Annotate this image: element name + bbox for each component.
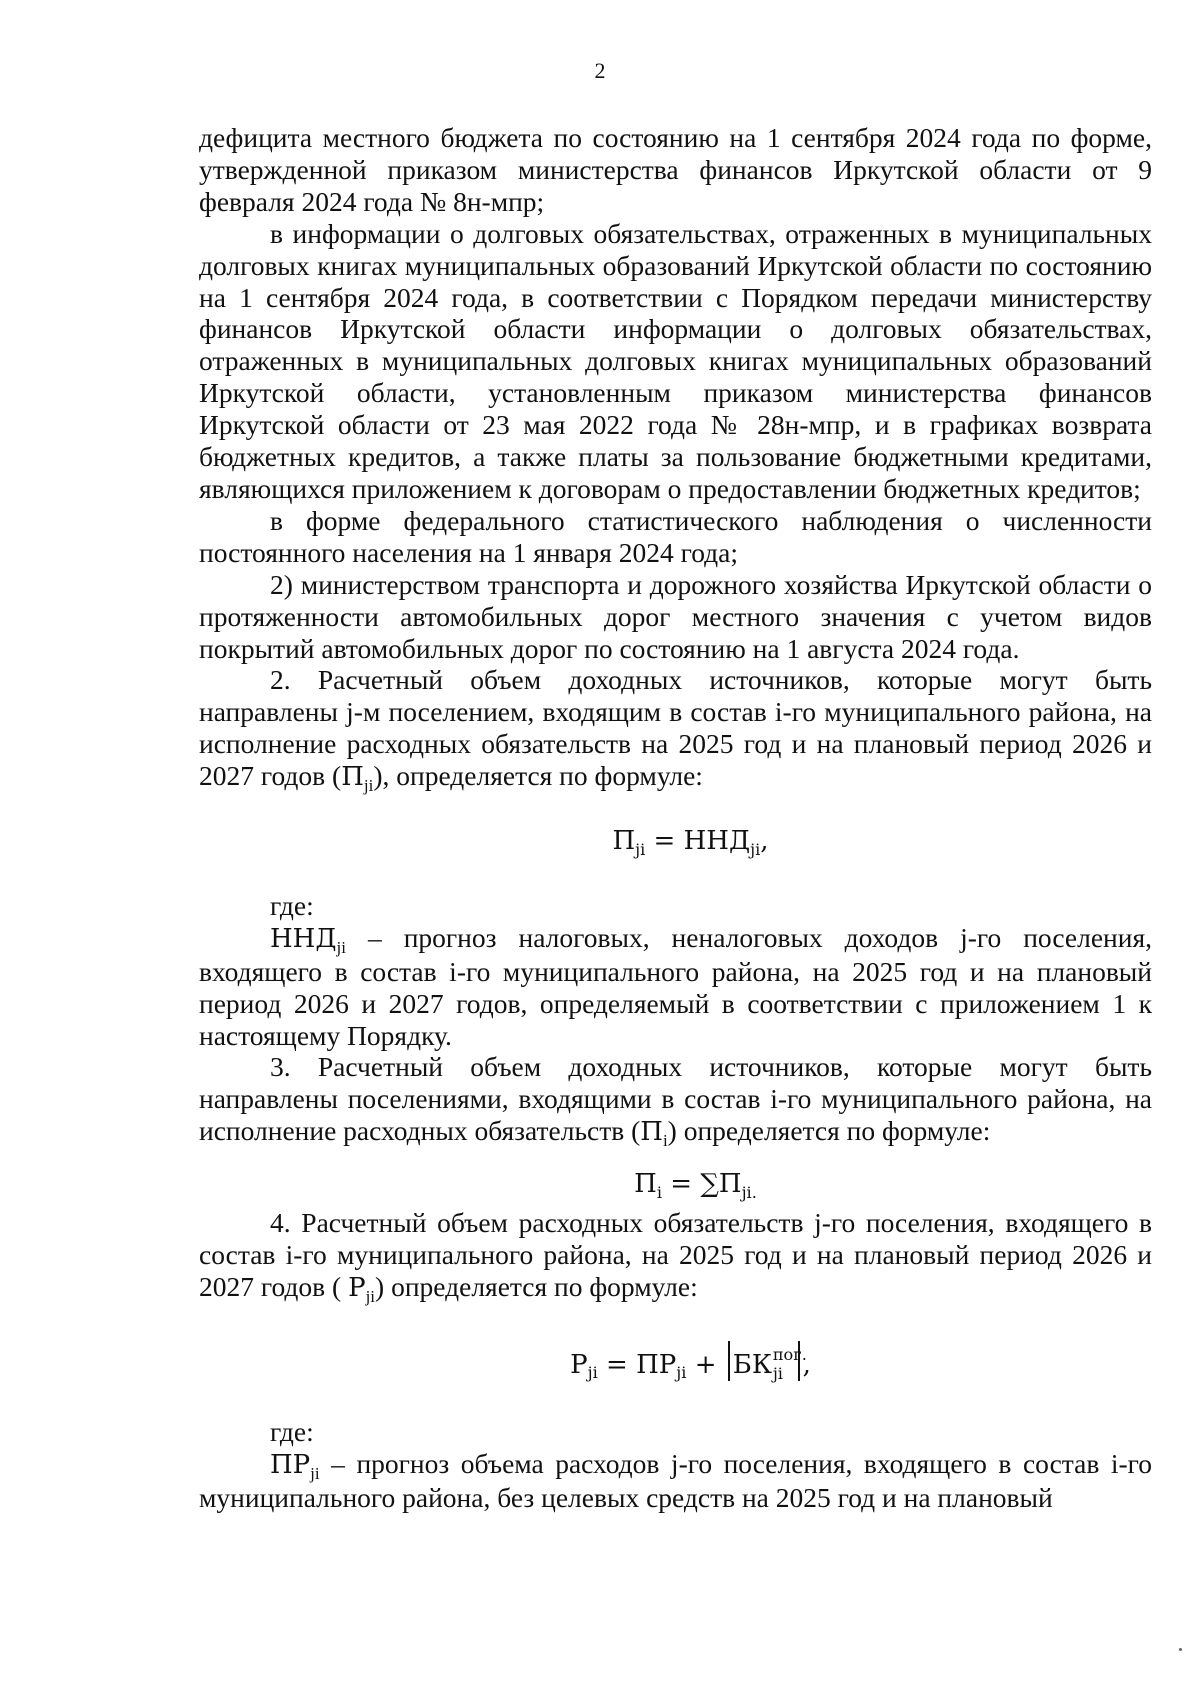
p4-end: ) определяется по формуле:	[375, 1270, 698, 1302]
f1-lhs: П	[612, 826, 636, 857]
p3-end: ) определяется по формуле:	[667, 1115, 991, 1147]
f2-rhs-sub: ji.	[741, 1182, 757, 1202]
p4-text: 4. Расчетный объем расходных обязательств j-го поселения, входящего в состав i-го муниципального района, на 2025 год и на плановый период 2026 и 2027 годов (	[199, 1207, 1152, 1302]
f1-rhs: ННД	[683, 826, 751, 857]
p3-symbol-sub: i	[662, 1131, 668, 1151]
p2-symbol-sub: ji	[363, 776, 374, 796]
paragraph-pr-definition	[199, 1448, 1152, 1514]
f1-lhs-sub: ji	[635, 839, 646, 859]
paragraph-4-expense-obligations	[199, 1207, 1152, 1305]
nnd-symbol: ННД	[270, 923, 337, 954]
document-body	[199, 122, 1152, 1513]
f3-term-bk-sup: пог.	[772, 1344, 807, 1364]
paragraph-nnd-definition	[199, 922, 1152, 1052]
f3-term-pr-sub: ji	[676, 1363, 687, 1383]
paragraph-debt-books: в информации о долговых обязательствах, отраженных в муниципальных долговых книгах муниципальных образований Иркутской области по состоянию на 1 сентября 2024 года, в соответствии с Порядком передачи министерству финансов Иркутской области информации о долговых обязательствах, отраженных в муниципальных долговых книгах муниципальных образований Иркутской области, установленным приказом министерства финансов Иркутской области от 23 мая 2022 года № 28н-мпр, и в графиках возврата бюджетных кредитов, а также платы за пользование бюджетными кредитами, являющихся приложением к договорам о предоставлении бюджетных кредитов;	[199, 217, 1152, 504]
abs-bar-left	[728, 1341, 730, 1381]
nnd-symbol-sub: ji	[336, 937, 346, 957]
f2-sum-sign: ∑	[700, 1169, 719, 1200]
p3-symbol: П	[640, 1117, 663, 1148]
f3-term-bk-indices	[772, 1344, 807, 1383]
scan-speck	[1179, 1648, 1182, 1651]
f3-term-bk: БК	[732, 1349, 773, 1380]
f3-lhs-sub: ji	[587, 1363, 598, 1383]
p2-text: 2. Расчетный объем доходных источников, которые могут быть направлены j-м поселением, входящим в состав i-го муниципального района, на исполнение расходных обязательств на 2025 год и на плановый период 2026 и 2027 годов (	[199, 664, 1152, 792]
formula-1	[199, 826, 1152, 858]
f1-tail: ,	[760, 826, 769, 857]
p4-symbol-sub: ji	[365, 1286, 376, 1306]
f1-rhs-sub: ji	[750, 839, 761, 859]
f3-equals: =	[597, 1349, 637, 1380]
pr-text: – прогноз объема расходов j-го поселения, входящего в состав i-го муниципального района, без целевых средств на 2025 год и на плановый	[199, 1447, 1152, 1513]
where-label-1: где:	[270, 889, 314, 921]
paragraph-roads-ministry: 2) министерством транспорта и дорожного хозяйства Иркутской области о протяженности автомобильных дорог местного значения с учетом видов покрытий автомобильных дорог по состоянию на 1 августа 2024 года.	[199, 568, 1152, 664]
paragraph-3-income-sources	[199, 1051, 1152, 1149]
p4-symbol: Р	[348, 1272, 366, 1303]
nnd-text: – прогноз налоговых, неналоговых доходов j-го поселения, входящего в состав i-го муниципального района, на 2025 год и на плановый период 2026 и 2027 годов, определяемый в соответствии с приложением 1 к настоящему Порядку.	[199, 921, 1152, 1051]
f2-lhs-sub: i	[656, 1182, 662, 1202]
f1-equals: =	[645, 826, 684, 857]
f2-lhs: П	[634, 1169, 657, 1200]
paragraph-population-stats: в форме федерального статистического наблюдения о численности постоянного населения на 1 января 2024 года;	[199, 504, 1152, 568]
f3-term-bk-sub: ji	[772, 1363, 783, 1383]
f2-equals: =	[661, 1169, 701, 1200]
page-number: 2	[594, 58, 606, 83]
p2-end: ), определяется по формуле:	[373, 760, 703, 792]
formula-3	[199, 1341, 1152, 1382]
p2-symbol: П	[341, 762, 364, 793]
paragraph-2-income-sources	[199, 664, 1152, 794]
pr-symbol-sub: ji	[310, 1463, 320, 1483]
where-label-2: где:	[270, 1415, 314, 1447]
p3-text: 3. Расчетный объем доходных источников, которые могут быть направлены поселениями, входящими в состав i-го муниципального района, на исполнение расходных обязательств (	[199, 1051, 1152, 1147]
formula-2	[199, 1169, 1152, 1201]
f3-term-pr: ПР	[636, 1349, 677, 1380]
pr-symbol: ПР	[270, 1449, 311, 1480]
f3-tail: ,	[802, 1349, 811, 1380]
f3-lhs: Р	[570, 1349, 588, 1380]
f3-plus: +	[686, 1349, 725, 1380]
f2-rhs: П	[718, 1169, 742, 1200]
paragraph-deficit-form: дефицита местного бюджета по состоянию на 1 сентября 2024 года по форме, утвержденной приказом министерства финансов Иркутской области от 9 февраля 2024 года № 8н-мпр;	[199, 122, 1152, 217]
